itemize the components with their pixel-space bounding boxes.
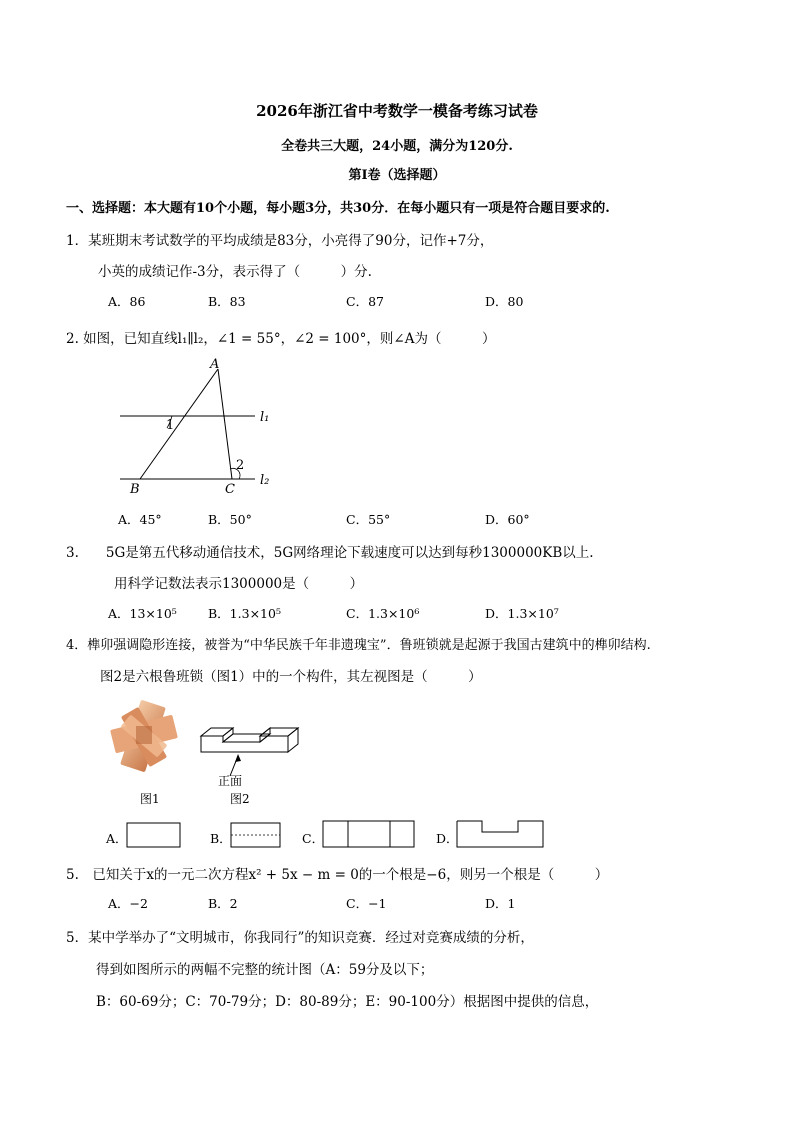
q3-option-d[interactable]: D．1.3×10⁷ bbox=[485, 606, 559, 621]
q4-option-b-shape bbox=[230, 822, 282, 848]
q1-line1: 1．某班期末考试数学的平均成绩是83分，小亮得了90分，记作+7分， bbox=[66, 233, 494, 249]
exam-info: 全卷共三大题，24小题，满分为120分. bbox=[281, 139, 513, 154]
l2-label: l₂ bbox=[260, 473, 270, 488]
vertex-b-label: B bbox=[130, 482, 140, 497]
q5a-option-a[interactable]: A．−2 bbox=[108, 896, 148, 911]
segment-ab bbox=[140, 369, 218, 479]
q1-option-b[interactable]: B．83 bbox=[208, 294, 246, 309]
lock-component-figure bbox=[198, 722, 302, 792]
q2-option-d[interactable]: D．60° bbox=[485, 512, 530, 527]
q4-line1: 4．榫卯强调隐形连接，被誉为“中华民族千年非遗瑰宝”．鲁班锁就是起源于我国古建筑中的榫卯结构. bbox=[66, 638, 651, 653]
q2-geometry-figure bbox=[110, 355, 280, 500]
q3-line2: 用科学记数法表示1300000是（ ） bbox=[114, 576, 364, 592]
q4-option-d[interactable]: D． bbox=[436, 831, 459, 846]
angle-2-label: 2 bbox=[236, 458, 245, 473]
q5b-line1: 5．某中学举办了“文明城市，你我同行”的知识竞赛．经过对竞赛成绩的分析， bbox=[66, 930, 534, 946]
q5a-line1: 5. 已知关于x的一元二次方程x² + 5x − m = 0的一个根是−6，则另一个根是（ ） bbox=[66, 867, 609, 883]
q1-option-c[interactable]: C．87 bbox=[346, 294, 384, 309]
q3-option-b[interactable]: B．1.3×10⁵ bbox=[208, 606, 281, 621]
luban-lock-image bbox=[108, 698, 180, 774]
q2-option-b[interactable]: B．50° bbox=[208, 512, 252, 527]
q5a-option-b[interactable]: B．2 bbox=[208, 896, 238, 911]
fig1-caption: 图1 bbox=[140, 792, 160, 806]
q4-option-d-shape bbox=[456, 820, 546, 848]
section-title: 第I卷（选择题） bbox=[348, 168, 446, 183]
l1-label: l₁ bbox=[260, 410, 270, 425]
section-heading: 一、选择题：本大题有10个小题，每小题3分，共30分．在每小题只有一项是符合题目要求的. bbox=[66, 201, 610, 216]
vertex-a-label: A bbox=[210, 357, 220, 372]
q5b-line3: B：60-69分；C：70-79分；D：80-89分；E：90-100分）根据图中提供的信息， bbox=[96, 994, 599, 1010]
q2-line1: 2. 如图，已知直线l₁∥l₂，∠1 = 55°，∠2 = 100°，则∠A为（ ） bbox=[66, 331, 496, 347]
q1-option-a[interactable]: A．86 bbox=[108, 294, 146, 309]
q3-option-c[interactable]: C．1.3×10⁶ bbox=[346, 606, 420, 621]
q1-option-d[interactable]: D．80 bbox=[485, 294, 524, 309]
q5b-line2: 得到如图所示的两幅不完整的统计图（A：59分及以下； bbox=[96, 962, 434, 978]
q4-option-b[interactable]: B． bbox=[210, 831, 232, 846]
q4-option-c[interactable]: C． bbox=[302, 831, 325, 846]
q2-option-a[interactable]: A．45° bbox=[118, 512, 162, 527]
q1-line2: 小英的成绩记作-3分，表示得了（ ）分. bbox=[98, 264, 372, 280]
angle-1-label: 1 bbox=[166, 418, 175, 433]
q5a-option-d[interactable]: D．1 bbox=[485, 896, 516, 911]
q4-option-a[interactable]: A． bbox=[106, 831, 128, 846]
page-title: 2026年浙江省中考数学一模备考练习试卷 bbox=[256, 102, 538, 120]
q4-line2: 图2是六根鲁班锁（图1）中的一个构件，其左视图是（ ） bbox=[100, 669, 482, 685]
front-view-label: 正面 bbox=[218, 774, 243, 788]
q3-line1: 3. 5G是第五代移动通信技术，5G网络理论下载速度可以达到每秒1300000KB以上. bbox=[66, 545, 594, 561]
q4-option-a-shape bbox=[126, 822, 182, 848]
q4-option-c-shape bbox=[322, 820, 416, 848]
vertex-c-label: C bbox=[225, 482, 235, 497]
q3-option-a[interactable]: A．13×10⁵ bbox=[108, 606, 177, 621]
q2-option-c[interactable]: C．55° bbox=[346, 512, 391, 527]
q5a-option-c[interactable]: C．−1 bbox=[346, 896, 387, 911]
fig2-caption: 图2 bbox=[230, 792, 250, 806]
segment-ac bbox=[218, 369, 232, 479]
